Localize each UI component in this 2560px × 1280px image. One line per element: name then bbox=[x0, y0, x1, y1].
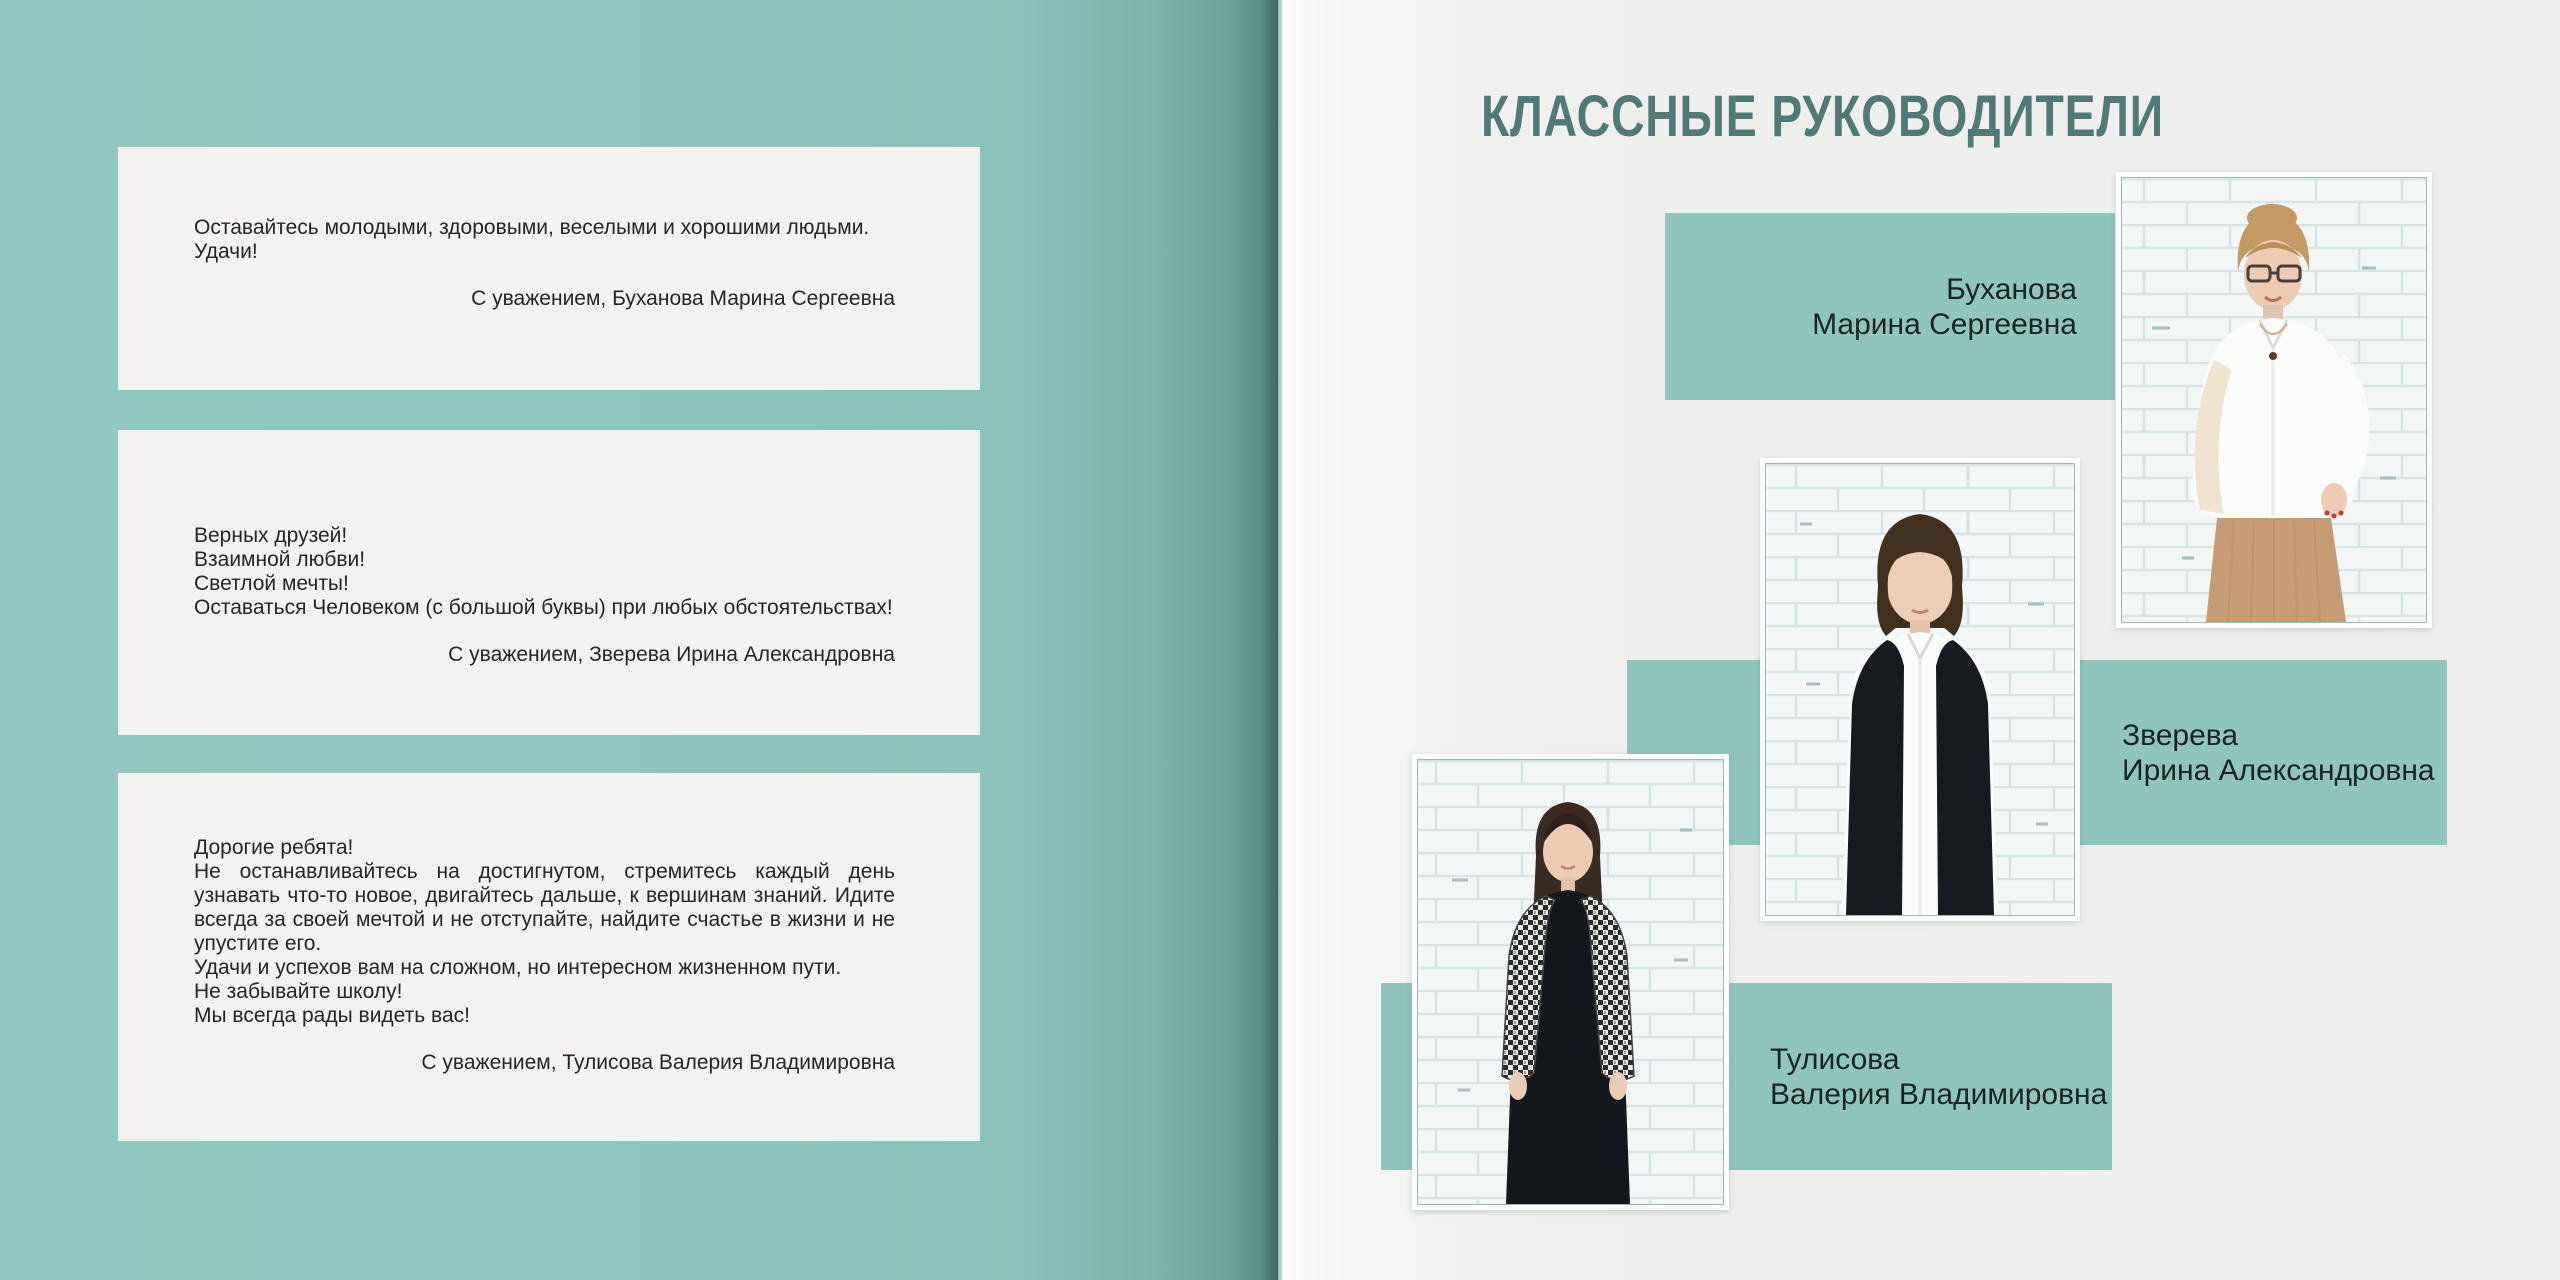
teacher-photo-bukhanova bbox=[2116, 172, 2432, 628]
message-card-tulisova bbox=[118, 773, 980, 1141]
message-card-bukhanova bbox=[118, 147, 980, 390]
teacher-given-name: Валерия Владимировна bbox=[1770, 1077, 2108, 1111]
teacher-surname: Тулисова bbox=[1770, 1042, 1900, 1076]
message-text: Удачи и успехов вам на сложном, но интересном жизненном пути. bbox=[194, 956, 842, 979]
message-text: Не забывайте школу! bbox=[194, 980, 403, 1003]
message-text: Взаимной любви! bbox=[194, 548, 366, 571]
message-text: Дорогие ребята! bbox=[194, 836, 354, 859]
message-text: Мы всегда рады видеть вас! bbox=[194, 1004, 470, 1027]
message-text: Светлой мечты! bbox=[194, 572, 349, 595]
message-signature: С уважением, Зверева Ирина Александровна bbox=[448, 643, 895, 666]
page-title: КЛАССНЫЕ РУКОВОДИТЕЛИ bbox=[1481, 84, 2164, 149]
name-band-bukhanova bbox=[1665, 213, 2115, 400]
message-signature: С уважением, Буханова Марина Сергеевна bbox=[471, 287, 895, 310]
teacher-surname: Зверева bbox=[2122, 718, 2239, 752]
page-fold bbox=[1278, 0, 1282, 1280]
message-text: Оставайтесь молодыми, здоровыми, веселыми и хорошими людьми. Удачи! bbox=[194, 216, 870, 263]
message-text: Оставаться Человеком (с большой буквы) при любых обстоятельствах! bbox=[194, 596, 893, 619]
portrait-woman-glasses-brick-wall bbox=[2121, 177, 2427, 623]
teacher-photo-zvereva bbox=[1760, 458, 2080, 921]
message-signature: С уважением, Тулисова Валерия Владимировна bbox=[421, 1051, 895, 1074]
teacher-given-name: Марина Сергеевна bbox=[1812, 307, 2077, 341]
message-text: Не останавливайтесь на достигнутом, стремитесь каждый день узнавать что-то новое, двигайтесь дальше, к вершинам знаний. Идите всегда за своей мечтой и не отступайте, найдите счастье в жизни и не упустите его. bbox=[194, 860, 895, 955]
message-card-zvereva bbox=[118, 430, 980, 735]
portrait-woman-dark-vest-brick-wall bbox=[1765, 463, 2075, 916]
left-page bbox=[0, 0, 1278, 1280]
teacher-given-name: Ирина Александровна bbox=[2122, 753, 2435, 787]
teacher-surname: Буханова bbox=[1946, 272, 2077, 306]
message-text: Верных друзей! bbox=[194, 524, 348, 547]
portrait-woman-patterned-jacket-brick-wall bbox=[1417, 759, 1724, 1205]
teacher-photo-tulisova bbox=[1412, 754, 1729, 1210]
